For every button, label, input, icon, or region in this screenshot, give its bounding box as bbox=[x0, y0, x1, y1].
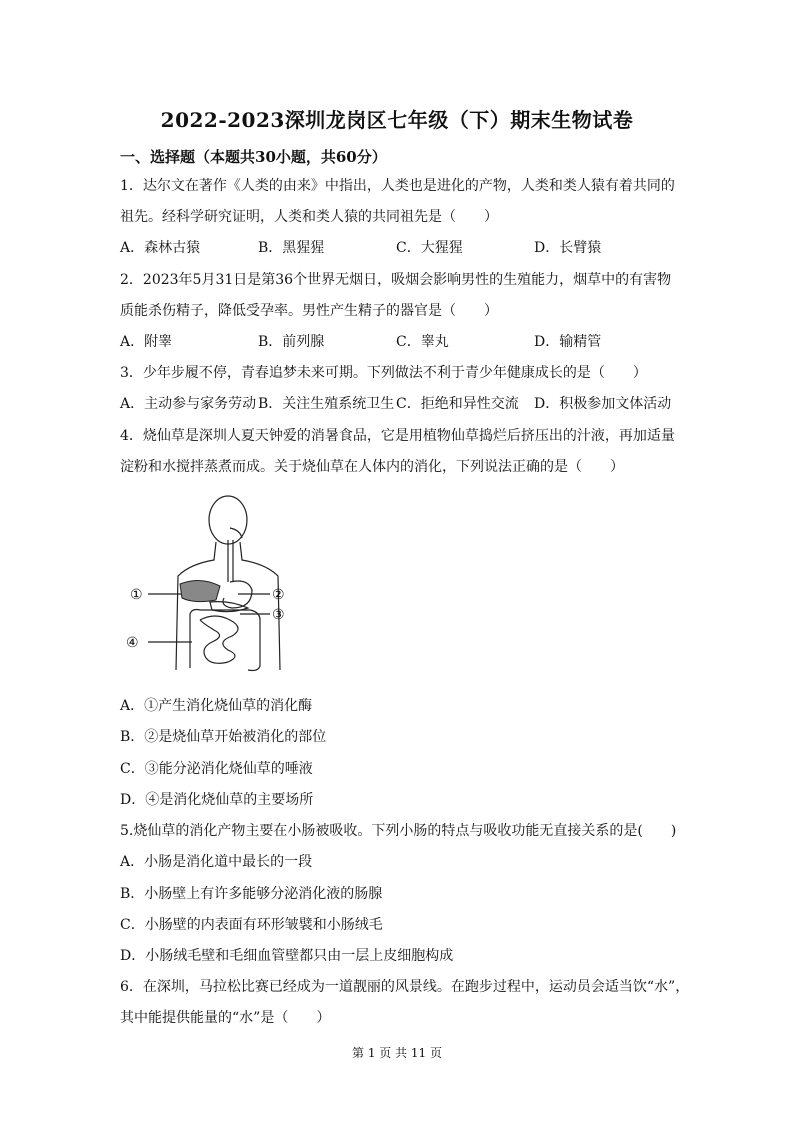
q1-option-b: B．黑猩猩 bbox=[258, 240, 325, 256]
small-intestine bbox=[200, 616, 238, 663]
q4-option-b: B．②是烧仙草开始被消化的部位 bbox=[120, 729, 327, 745]
label-3: ③ bbox=[272, 607, 285, 623]
liver bbox=[180, 580, 220, 601]
q3-option-c: C．拒绝和异性交流 bbox=[396, 396, 519, 412]
digestive-system-diagram bbox=[120, 490, 310, 680]
q6-line1: 6．在深圳，马拉松比赛已经成为一道靓丽的风景线。在跑步过程中，运动员会适当饮“水”， bbox=[120, 979, 690, 995]
q5-line1: 5.烧仙草的消化产物主要在小肠被吸收。下列小肠的特点与吸收功能无直接关系的是( ) bbox=[120, 823, 677, 839]
q2-line2: 质能杀伤精子，降低受孕率。男性产生精子的器官是（ ） bbox=[120, 303, 498, 319]
q2-option-b: B．前列腺 bbox=[258, 334, 325, 350]
q4-option-d: D．④是消化烧仙草的主要场所 bbox=[120, 792, 314, 808]
q3-line1: 3．少年步履不停，青春追梦未来可期。下列做法不利于青少年健康成长的是（ ） bbox=[120, 365, 647, 381]
q1-line1: 1．达尔文在著作《人类的由来》中指出，人类也是进化的产物，人类和类人猿有着共同的 bbox=[120, 178, 675, 194]
q4-line1: 4．烧仙草是深圳人夏天钟爱的消暑食品，它是用植物仙草捣烂后挤压出的汁液，再加适量 bbox=[120, 428, 675, 444]
q3-option-d: D．积极参加文体活动 bbox=[534, 396, 672, 412]
q3-option-b: B．关注生殖系统卫生 bbox=[258, 396, 395, 412]
q4-option-c: C．③能分泌消化烧仙草的唾液 bbox=[120, 761, 313, 777]
label-1: ① bbox=[130, 587, 143, 603]
section-heading: 一、选择题（本题共30小题，共60分） bbox=[120, 148, 387, 166]
q5-option-c: C．小肠壁的内表面有环形皱襞和小肠绒毛 bbox=[120, 917, 383, 933]
mouth-outline bbox=[230, 528, 242, 538]
q1-option-a: A．森林古猿 bbox=[120, 240, 201, 256]
q1-option-d: D．长臂猿 bbox=[534, 240, 602, 256]
q1-line2: 祖先。经科学研究证明，人类和类人猿的共同祖先是（ ） bbox=[120, 209, 498, 225]
q5-option-b: B．小肠壁上有许多能够分泌消化液的肠腺 bbox=[120, 886, 383, 902]
q3-option-a: A．主动参与家务劳动 bbox=[120, 396, 257, 412]
q2-option-c: C．睾丸 bbox=[396, 334, 449, 350]
q5-option-a: A．小肠是消化道中最长的一段 bbox=[120, 854, 313, 870]
q6-line2: 其中能提供能量的“水”是（ ） bbox=[120, 1010, 331, 1026]
torso-left-outline bbox=[176, 542, 216, 670]
q2-option-d: D．输精管 bbox=[534, 334, 602, 350]
q4-line2: 淀粉和水搅拌蒸煮而成。关于烧仙草在人体内的消化，下列说法正确的是（ ） bbox=[120, 459, 624, 475]
q2-line1: 2．2023年5月31日是第36个世界无烟日，吸烟会影响男性的生殖能力，烟草中的有害物 bbox=[120, 272, 672, 288]
page-footer: 第 1 页 共 11 页 bbox=[352, 1046, 442, 1060]
q5-option-d: D．小肠绒毛壁和毛细血管壁都只由一层上皮细胞构成 bbox=[120, 948, 454, 964]
q2-option-a: A．附睾 bbox=[120, 334, 173, 350]
q4-option-a: A．①产生消化烧仙草的消化酶 bbox=[120, 698, 313, 714]
label-4: ④ bbox=[126, 635, 139, 651]
label-2: ② bbox=[272, 587, 285, 603]
q1-option-c: C．大猩猩 bbox=[396, 240, 463, 256]
page-title: 2022-2023深圳龙岗区七年级（下）期末生物试卷 bbox=[160, 108, 634, 132]
